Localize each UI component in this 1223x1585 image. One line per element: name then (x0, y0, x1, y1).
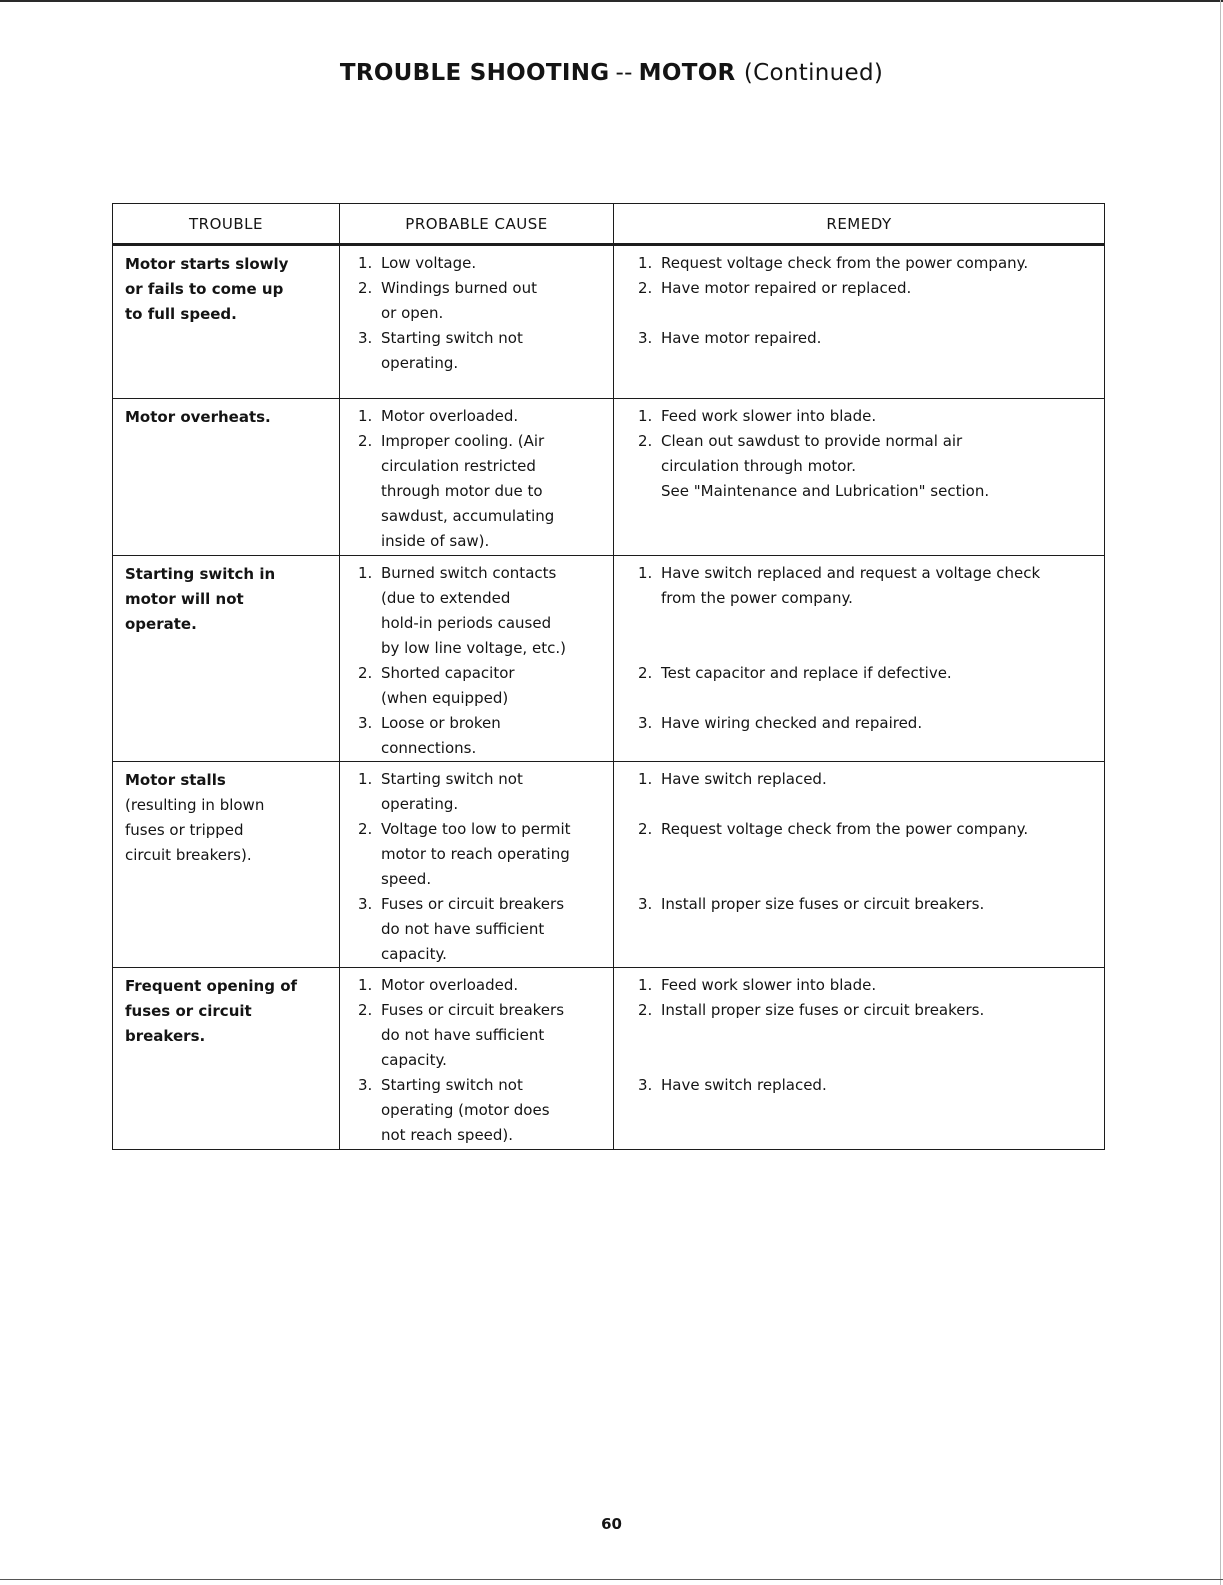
remedy-cell (614, 556, 1105, 762)
cause-item (358, 1073, 605, 1148)
remedy-number: 3. (638, 329, 653, 347)
cause-line: through motor due to (381, 482, 543, 500)
cause-line: Fuses or circuit breakers (381, 895, 565, 913)
cause-line: or open. (381, 304, 444, 322)
table-header-row (113, 204, 1105, 245)
right-page-edge (1220, 0, 1221, 1585)
remedy-item (638, 817, 1096, 842)
cause-line: (when equipped) (381, 689, 509, 707)
remedy-line: Have wiring checked and repaired. (661, 714, 923, 732)
trouble-cell (113, 399, 340, 556)
cause-line: Motor overloaded. (381, 407, 519, 425)
title-continued: (Continued) (743, 60, 884, 86)
cause-line: Fuses or circuit breakers (381, 1001, 565, 1019)
cause-line: speed. (381, 870, 432, 888)
trouble-cell (113, 556, 340, 762)
cause-line: Starting switch not (381, 1076, 523, 1094)
remedy-line: Install proper size fuses or circuit breakers. (661, 1001, 985, 1019)
cause-line: operating (motor does (381, 1101, 550, 1119)
table-row (113, 556, 1105, 762)
cause-item (358, 998, 605, 1073)
remedy-item (638, 404, 1096, 429)
page-number: 60 (601, 1515, 622, 1533)
remedy-cell (614, 968, 1105, 1150)
trouble-line: breakers. (125, 1027, 206, 1045)
cause-number: 1. (358, 770, 373, 788)
trouble-cell (113, 762, 340, 968)
remedy-line: circulation through motor. (661, 457, 856, 475)
remedy-number: 3. (638, 1076, 653, 1094)
cause-cell (340, 399, 614, 556)
remedy-item (638, 973, 1096, 998)
remedy-cell (614, 245, 1105, 399)
cause-item (358, 404, 605, 429)
cause-item (358, 326, 605, 376)
trouble-line: Motor overheats. (125, 408, 271, 426)
remedy-item (638, 998, 1096, 1023)
remedy-number: 3. (638, 895, 653, 913)
remedy-number: 1. (638, 254, 653, 272)
trouble-line: (resulting in blown (125, 796, 265, 814)
cause-line: capacity. (381, 945, 447, 963)
cause-number: 2. (358, 279, 373, 297)
cause-line: not reach speed). (381, 1126, 514, 1144)
cause-line: Windings burned out (381, 279, 537, 297)
cause-number: 2. (358, 820, 373, 838)
remedy-item (638, 251, 1096, 276)
remedy-line: Clean out sawdust to provide normal air (661, 432, 963, 450)
trouble-line: or fails to come up (125, 280, 284, 298)
header-remedy: REMEDY (614, 204, 1105, 245)
remedy-line: Have switch replaced. (661, 770, 827, 788)
cause-line: Shorted capacitor (381, 664, 515, 682)
title-section: MOTOR (638, 60, 736, 86)
cause-number: 2. (358, 432, 373, 450)
page-title (0, 60, 1223, 86)
cause-item (358, 276, 605, 326)
trouble-line: circuit breakers). (125, 846, 252, 864)
table-row (113, 399, 1105, 556)
remedy-number: 2. (638, 664, 653, 682)
trouble-line: Motor starts slowly (125, 255, 289, 273)
remedy-line: Feed work slower into blade. (661, 976, 877, 994)
cause-line: do not have sufficient (381, 920, 545, 938)
cause-number: 2. (358, 664, 373, 682)
table-row (113, 245, 1105, 399)
bottom-border-rule (0, 1579, 1223, 1580)
remedy-line: See "Maintenance and Lubrication" section. (661, 482, 990, 500)
cause-item (358, 767, 605, 817)
trouble-line: Starting switch in (125, 565, 276, 583)
remedy-number: 1. (638, 976, 653, 994)
cause-cell (340, 245, 614, 399)
cause-item (358, 251, 605, 276)
remedy-item (638, 276, 1096, 301)
cause-item (358, 711, 605, 761)
remedy-number: 2. (638, 820, 653, 838)
top-border-rule (0, 0, 1223, 2)
cause-number: 1. (358, 976, 373, 994)
troubleshooting-table (112, 203, 1105, 1150)
trouble-line: to full speed. (125, 305, 237, 323)
trouble-line: fuses or tripped (125, 821, 244, 839)
cause-cell (340, 762, 614, 968)
cause-line: Voltage too low to permit (381, 820, 571, 838)
cause-item (358, 817, 605, 892)
cause-item (358, 561, 605, 661)
cause-item (358, 661, 605, 711)
trouble-line: Frequent opening of (125, 977, 298, 995)
remedy-item (638, 429, 1096, 504)
cause-line: hold-in periods caused (381, 614, 552, 632)
cause-line: circulation restricted (381, 457, 536, 475)
cause-cell (340, 968, 614, 1150)
trouble-cell (113, 968, 340, 1150)
cause-number: 2. (358, 1001, 373, 1019)
remedy-line: Have switch replaced. (661, 1076, 827, 1094)
cause-number: 3. (358, 1076, 373, 1094)
trouble-line: Motor stalls (125, 771, 226, 789)
cause-line: (due to extended (381, 589, 511, 607)
remedy-line: Request voltage check from the power company. (661, 254, 1029, 272)
remedy-item (638, 767, 1096, 792)
remedy-number: 3. (638, 714, 653, 732)
cause-line: operating. (381, 795, 459, 813)
cause-line: Burned switch contacts (381, 564, 557, 582)
table-row (113, 762, 1105, 968)
header-trouble: TROUBLE (113, 204, 340, 245)
cause-number: 1. (358, 254, 373, 272)
remedy-line: Test capacitor and replace if defective. (661, 664, 952, 682)
table-row (113, 968, 1105, 1150)
remedy-item (638, 711, 1096, 736)
cause-line: Loose or broken (381, 714, 501, 732)
remedy-item (638, 661, 1096, 686)
remedy-line: Have switch replaced and request a voltage check (661, 564, 1041, 582)
cause-line: by low line voltage, etc.) (381, 639, 566, 657)
remedy-line: Install proper size fuses or circuit breakers. (661, 895, 985, 913)
remedy-number: 2. (638, 432, 653, 450)
cause-line: connections. (381, 739, 477, 757)
cause-number: 3. (358, 714, 373, 732)
cause-line: inside of saw). (381, 532, 490, 550)
remedy-item (638, 326, 1096, 351)
remedy-item (638, 561, 1096, 611)
cause-cell (340, 556, 614, 762)
remedy-number: 2. (638, 1001, 653, 1019)
title-separator: -- (615, 60, 633, 86)
cause-item (358, 429, 605, 554)
remedy-line: Feed work slower into blade. (661, 407, 877, 425)
cause-number: 3. (358, 895, 373, 913)
remedy-line: Request voltage check from the power company. (661, 820, 1029, 838)
trouble-line: motor will not (125, 590, 244, 608)
cause-line: sawdust, accumulating (381, 507, 555, 525)
remedy-item (638, 892, 1096, 917)
remedy-number: 1. (638, 564, 653, 582)
remedy-cell (614, 399, 1105, 556)
cause-line: capacity. (381, 1051, 447, 1069)
cause-number: 1. (358, 407, 373, 425)
cause-number: 1. (358, 564, 373, 582)
cause-item (358, 973, 605, 998)
cause-line: Motor overloaded. (381, 976, 519, 994)
cause-line: operating. (381, 354, 459, 372)
title-main: TROUBLE SHOOTING (339, 60, 610, 86)
cause-line: Improper cooling. (Air (381, 432, 545, 450)
remedy-number: 2. (638, 279, 653, 297)
remedy-line: Have motor repaired. (661, 329, 822, 347)
trouble-cell (113, 245, 340, 399)
cause-number: 3. (358, 329, 373, 347)
remedy-line: from the power company. (661, 589, 853, 607)
cause-line: Low voltage. (381, 254, 477, 272)
remedy-item (638, 1073, 1096, 1098)
header-probable-cause: PROBABLE CAUSE (340, 204, 614, 245)
remedy-cell (614, 762, 1105, 968)
remedy-line: Have motor repaired or replaced. (661, 279, 912, 297)
cause-line: do not have sufficient (381, 1026, 545, 1044)
remedy-number: 1. (638, 770, 653, 788)
cause-line: Starting switch not (381, 770, 523, 788)
cause-line: Starting switch not (381, 329, 523, 347)
cause-line: motor to reach operating (381, 845, 570, 863)
remedy-number: 1. (638, 407, 653, 425)
trouble-line: fuses or circuit (125, 1002, 252, 1020)
cause-item (358, 892, 605, 967)
trouble-line: operate. (125, 615, 197, 633)
